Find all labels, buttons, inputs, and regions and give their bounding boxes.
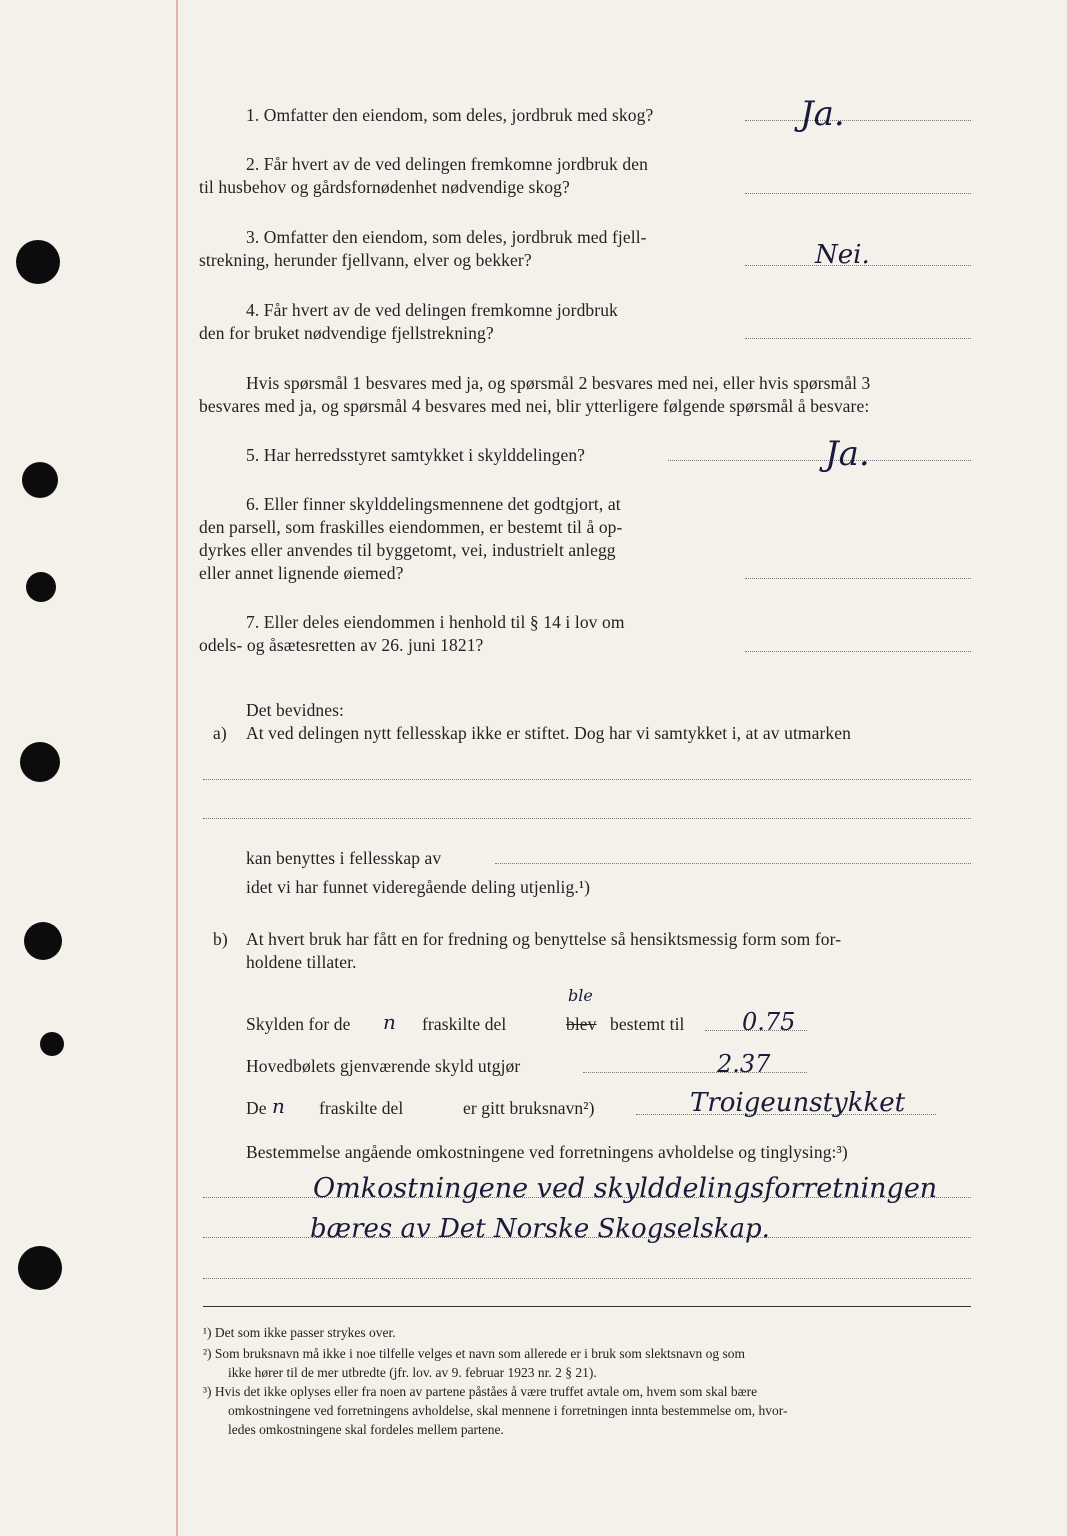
question-5: 5. Har herredsstyret samtykket i skylddelingen? [246,445,586,465]
question-1: 1. Omfatter den eiendom, som deles, jordbruk med skog? [246,105,654,125]
answer-3: Nei. [815,240,870,270]
question-4-line-1: 4. Får hvert av de ved delingen fremkomne jordbruk [246,300,618,320]
footnote-2-line-1: ²) Som bruksnavn må ikke i noe tilfelle velges et navn som allerede er i bruk som slektsnavn og som [203,1346,746,1361]
skyld-label-prefix: Skylden for de [246,1014,351,1034]
binder-hole [24,922,62,960]
skyld-value: 0.75 [742,1008,796,1036]
bruksnavn-value: Troigeunstykket [690,1088,906,1118]
footnote-2-line-2: ikke hører til de mer utbredte (jfr. lov. av 9. februar 1923 nr. 2 § 21). [228,1365,597,1380]
further-division-text: idet vi har funnet videregående deling utjenlig.¹) [246,877,591,897]
skyld-label-suffix: bestemt til [610,1014,685,1034]
skyld-struck-word: blev [566,1014,597,1034]
binder-hole [16,240,60,284]
attest-b-line-1: At hvert bruk har fått en for fredning og benyttelse så hensiktsmessig form som for- [246,929,842,949]
answer-line-7 [745,651,971,652]
cost-line-3 [203,1278,971,1279]
question-2-line-2: til husbehov og gårdsfornødenhet nødvendige skog? [199,177,570,197]
question-7-line-1: 7. Eller deles eiendommen i henhold til § 14 i lov om [246,612,625,632]
cost-handwritten-line-2: bæres av Det Norske Skogselskap. [310,1214,770,1244]
hoved-skyld-value: 2.37 [717,1050,771,1078]
binder-hole [22,462,58,498]
conditional-intro-line-1: Hvis spørsmål 1 besvares med ja, og spørsmål 2 besvares med nei, eller hvis spørsmål 3 [246,373,871,393]
binder-hole [40,1032,64,1056]
answer-line-4 [745,338,971,339]
answer-line-6 [745,578,971,579]
answer-line-5 [668,460,971,461]
question-7-line-2: odels- og åsætesretten av 26. juni 1821? [199,635,484,655]
binder-hole [26,572,56,602]
question-2-line-1: 2. Får hvert av de ved delingen fremkomne jordbruk den [246,154,648,174]
question-3-line-1: 3. Omfatter den eiendom, som deles, jordbruk med fjell- [246,227,647,247]
attest-a-text: At ved delingen nytt fellesskap ikke er stiftet. Dog har vi samtykket i, at av utmarken [246,723,851,743]
answer-line-2 [745,193,971,194]
footnote-1: ¹) Det som ikke passer strykes over. [203,1325,396,1340]
footnote-3-line-3: ledes omkostningene skal fordeles mellem partene. [228,1422,504,1437]
common-use-label: kan benyttes i fellesskap av [246,848,442,868]
question-6-line-3: dyrkes eller anvendes til byggetomt, vei, industrielt anlegg [199,540,616,560]
footnote-3-line-2: omkostningene ved forretningens avholdelse, skal mennene i forretningen innta bestemmelse om, hvor- [228,1403,788,1418]
question-6-line-4: eller annet lignende øiemed? [199,563,404,583]
binder-hole [18,1246,62,1290]
skyld-inserted-word: ble [568,986,593,1005]
margin-line [176,0,178,1536]
conditional-intro-line-2: besvares med ja, og spørsmål 4 besvares med nei, blir ytterligere følgende spørsmål å besvare: [199,396,870,416]
attest-heading: Det bevidnes: [246,700,345,720]
skyld-label-mid: fraskilte del [422,1014,507,1034]
cost-label: Bestemmelse angående omkostningene ved forretningens avholdelse og tinglysing:³) [246,1142,848,1162]
bruksnavn-handwritten-suffix: n [272,1094,285,1118]
answer-1: Ja. [800,94,845,134]
blank-line-a2 [203,818,971,819]
bruksnavn-prefix: De [246,1098,267,1118]
answer-5: Ja. [825,434,870,474]
common-use-line [495,863,971,864]
attest-b-label: b) [213,929,228,949]
question-6-line-2: den parsell, som fraskilles eiendommen, er bestemt til å op- [199,517,623,537]
binder-hole [20,742,60,782]
answer-line-1 [745,120,971,121]
bruksnavn-suffix: er gitt bruksnavn²) [463,1098,595,1118]
hoved-skyld-label: Hovedbølets gjenværende skyld utgjør [246,1056,521,1076]
attest-b-line-2: holdene tillater. [246,952,357,972]
cost-handwritten-line-1: Omkostningene ved skylddelingsforretningen [313,1173,938,1204]
question-4-line-2: den for bruket nødvendige fjellstrekning? [199,323,494,343]
question-6-line-1: 6. Eller finner skylddelingsmennene det godtgjort, at [246,494,621,514]
attest-a-label: a) [213,723,227,743]
skyld-handwritten-suffix: n [383,1010,396,1034]
footnote-3-line-1: ³) Hvis det ikke oplyses eller fra noen av partene påståes å være truffet avtale om, hvem som skal bære [203,1384,758,1399]
blank-line-a1 [203,779,971,780]
bruksnavn-mid: fraskilte del [319,1098,404,1118]
footnote-rule [203,1306,971,1307]
question-3-line-2: strekning, herunder fjellvann, elver og bekker? [199,250,532,270]
hoved-skyld-line [583,1072,807,1073]
